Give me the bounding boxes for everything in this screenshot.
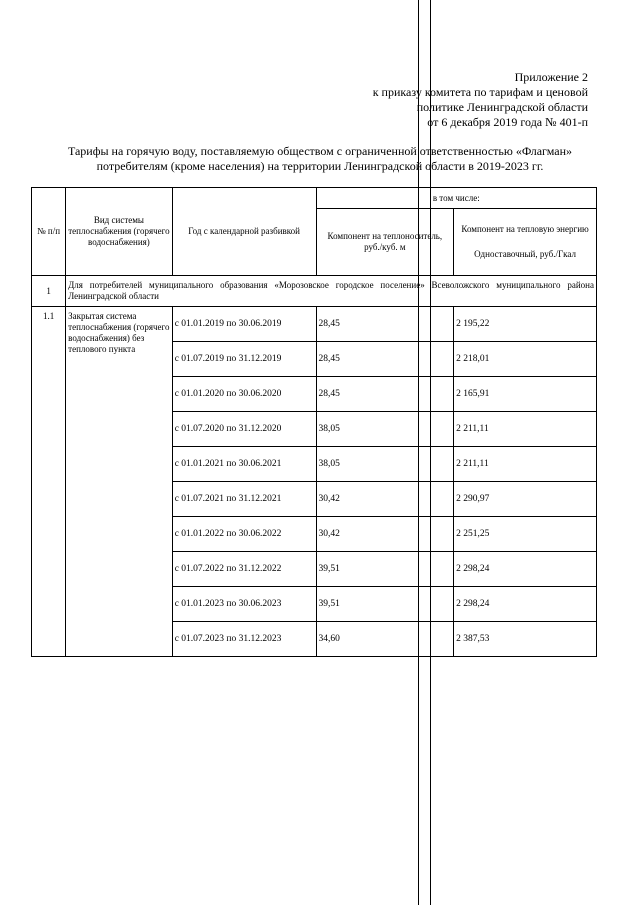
section-num: 1.1 — [32, 307, 66, 657]
header-energy-title: Компонент на тепловую энергию — [461, 224, 589, 234]
header-energy — [454, 209, 597, 276]
carrier-cell: 39,51 — [316, 552, 454, 587]
carrier-cell: 34,60 — [316, 622, 454, 657]
header-carrier: Компонент на теплоноситель, руб./куб. м — [316, 209, 454, 276]
group-num: 1 — [32, 276, 66, 307]
period-cell: с 01.07.2022 по 31.12.2022 — [172, 552, 316, 587]
period-cell: с 01.01.2019 по 30.06.2019 — [172, 307, 316, 342]
header-num: № п/п — [32, 188, 66, 276]
table-row — [32, 307, 597, 342]
period-cell: с 01.01.2020 по 30.06.2020 — [172, 377, 316, 412]
appendix-header — [288, 70, 588, 130]
carrier-cell: 38,05 — [316, 447, 454, 482]
period-cell: с 01.07.2023 по 31.12.2023 — [172, 622, 316, 657]
header-system-type: Вид системы теплоснабжения (горячего водоснабжения) — [66, 188, 173, 276]
energy-cell: 2 298,24 — [454, 552, 597, 587]
appendix-line: к приказу комитета по тарифам и ценовой — [372, 85, 588, 99]
carrier-cell: 30,42 — [316, 482, 454, 517]
tariff-table — [31, 187, 597, 657]
period-cell: с 01.07.2019 по 31.12.2019 — [172, 342, 316, 377]
appendix-line: от 6 декабря 2019 года № 401-п — [427, 115, 588, 129]
energy-cell: 2 165,91 — [454, 377, 597, 412]
energy-cell: 2 195,22 — [454, 307, 597, 342]
period-cell: с 01.07.2021 по 31.12.2021 — [172, 482, 316, 517]
section-system-type: Закрытая система теплоснабжения (горячего водоснабжения) без теплового пункта — [66, 307, 173, 657]
table-header-row — [32, 188, 597, 209]
title-line: Тарифы на горячую воду, поставляемую обществом с ограниченной ответственностью «Флагман» — [67, 144, 573, 158]
carrier-cell: 30,42 — [316, 517, 454, 552]
carrier-cell: 39,51 — [316, 587, 454, 622]
period-cell: с 01.01.2022 по 30.06.2022 — [172, 517, 316, 552]
carrier-cell: 38,05 — [316, 412, 454, 447]
energy-cell: 2 211,11 — [454, 447, 597, 482]
energy-cell: 2 218,01 — [454, 342, 597, 377]
document-title — [40, 144, 600, 174]
energy-cell: 2 211,11 — [454, 412, 597, 447]
energy-cell: 2 290,97 — [454, 482, 597, 517]
period-cell: с 01.01.2023 по 30.06.2023 — [172, 587, 316, 622]
energy-cell: 2 298,24 — [454, 587, 597, 622]
period-cell: с 01.07.2020 по 31.12.2020 — [172, 412, 316, 447]
group-row — [32, 276, 597, 307]
header-including: в том числе: — [316, 188, 596, 209]
header-period: Год с календарной разбивкой — [172, 188, 316, 276]
carrier-cell: 28,45 — [316, 342, 454, 377]
appendix-line: Приложение 2 — [514, 70, 588, 84]
carrier-cell: 28,45 — [316, 307, 454, 342]
period-cell: с 01.01.2021 по 30.06.2021 — [172, 447, 316, 482]
title-line: потребителям (кроме населения) на территории Ленинградской области в 2019-2023 гг. — [96, 159, 544, 173]
header-energy-unit: Одноставочный, руб./Гкал — [474, 249, 576, 259]
energy-cell: 2 387,53 — [454, 622, 597, 657]
carrier-cell: 28,45 — [316, 377, 454, 412]
appendix-line: политике Ленинградской области — [416, 100, 588, 114]
energy-cell: 2 251,25 — [454, 517, 597, 552]
group-name: Для потребителей муниципального образования «Морозовское городское поселение» Всеволожского муниципального района Ленинградской области — [66, 276, 597, 307]
